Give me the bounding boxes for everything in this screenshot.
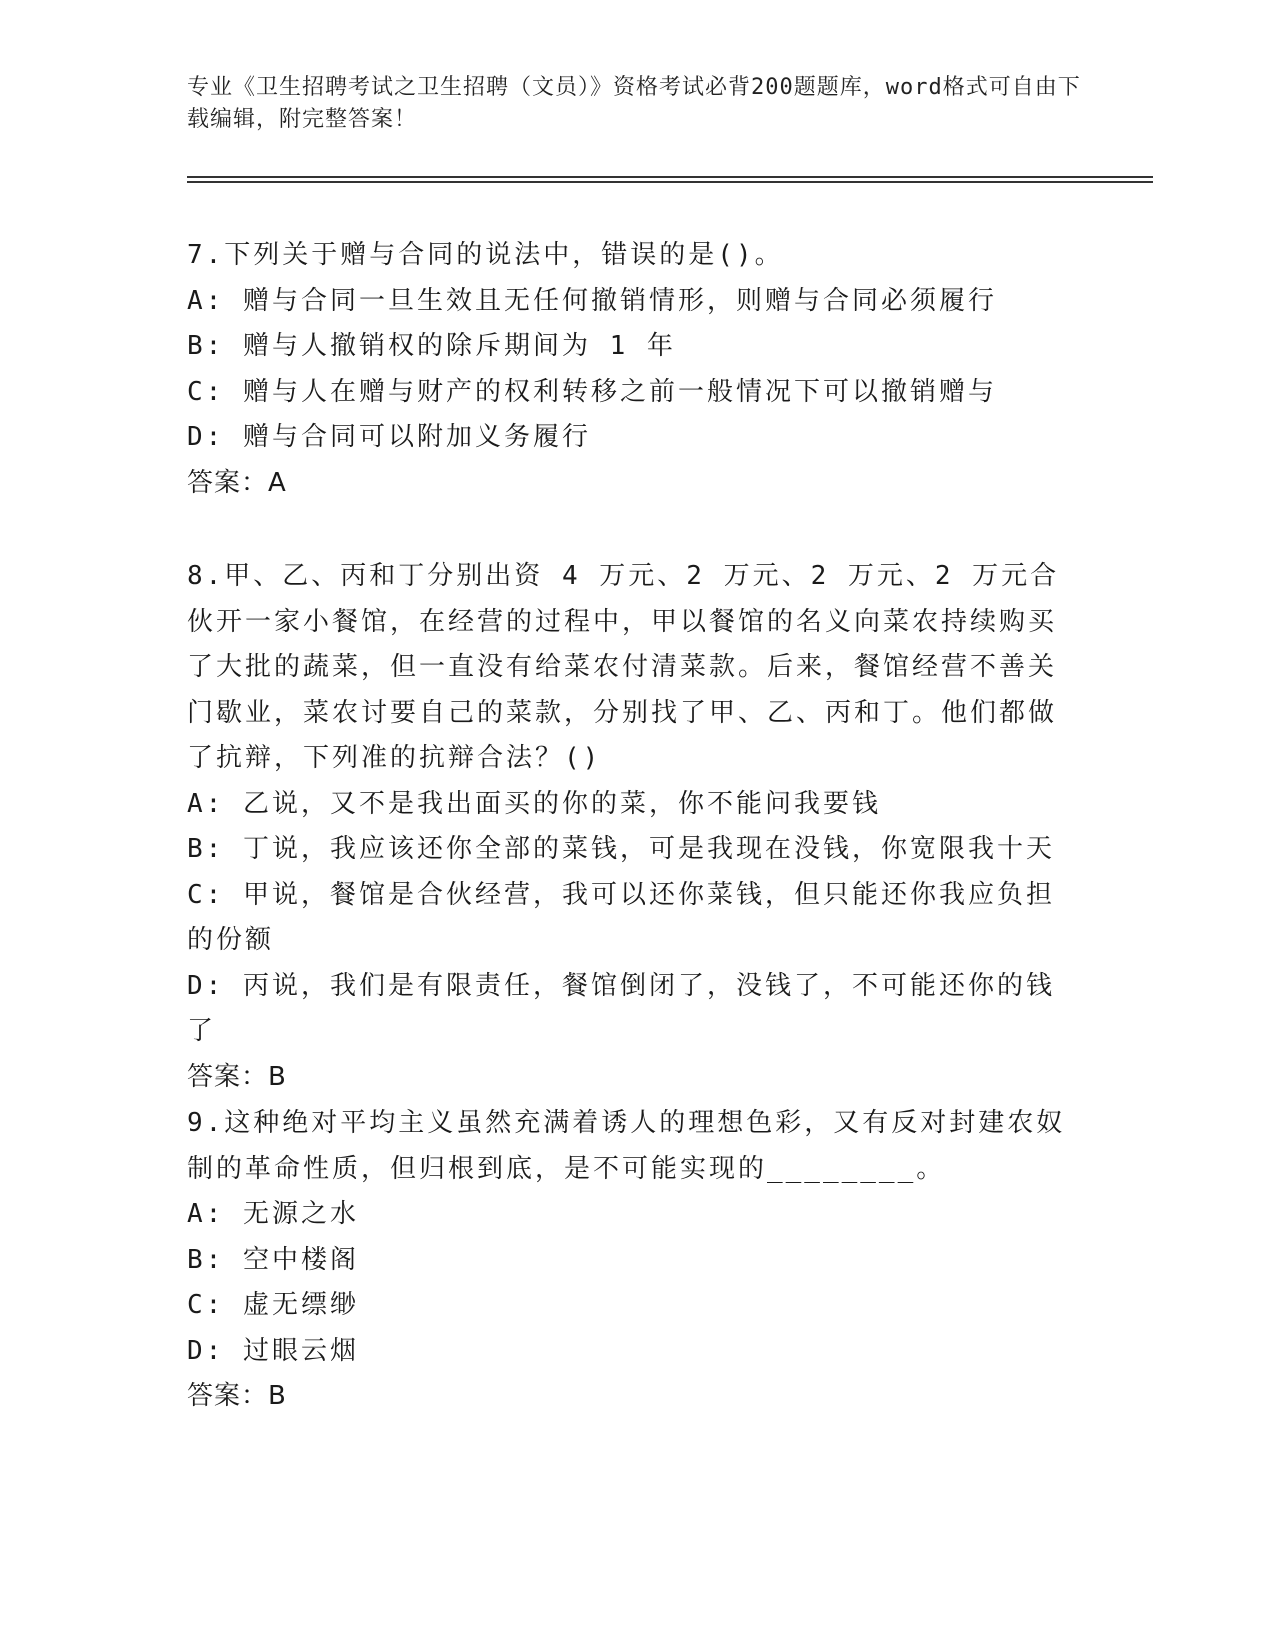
answer-line: 答案：B	[187, 1061, 287, 1092]
question-stem: 7.下列关于赠与合同的说法中，错误的是()。	[187, 240, 784, 270]
option-d: D: 赠与合同可以附加义务履行	[187, 422, 591, 452]
option-c: C: 赠与人在赠与财产的权利转移之前一般情况下可以撤销赠与	[187, 376, 997, 407]
option-a: A: 乙说，又不是我出面买的你的菜，你不能问我要钱	[187, 788, 881, 819]
header-divider-top	[187, 176, 1153, 178]
question-8	[187, 554, 1077, 1100]
option-b: B: 丁说，我应该还你全部的菜钱，可是我现在没钱，你宽限我十天	[187, 834, 1055, 864]
option-a: A: 无源之水	[187, 1199, 359, 1229]
option-b: B: 空中楼阁	[187, 1244, 359, 1275]
option-b: B: 赠与人撤销权的除斥期间为 1 年	[187, 331, 676, 361]
option-c: C: 甲说，餐馆是合伙经营，我可以还你菜钱，但只能还你我应负担的份额	[187, 879, 1055, 955]
question-7	[187, 233, 1077, 506]
question-stem: 8.甲、乙、丙和丁分别出资 4 万元、2 万元、2 万元、2 万元合伙开一家小餐馆，在经营的过程中，甲以餐馆的名义向菜农持续购买了大批的蔬菜，但一直没有给菜农付清菜款。后来，餐馆经营不善关门歇业，菜农讨要自己的菜款，分别找了甲、乙、丙和丁。他们都做了抗辩，下列准的抗辩合法？()	[187, 561, 1060, 773]
document-header: 专业《卫生招聘考试之卫生招聘（文员）》资格考试必背200题题库，word格式可自由下载编辑，附完整答案！	[187, 75, 1081, 132]
answer-line: 答案：A	[187, 467, 287, 498]
question-stem: 9.这种绝对平均主义虽然充满着诱人的理想色彩，又有反对封建农奴制的革命性质，但归根到底，是不可能实现的________。	[187, 1108, 1066, 1184]
header-divider-bottom	[187, 181, 1153, 183]
option-d: D: 丙说，我们是有限责任，餐馆倒闭了，没钱了，不可能还你的钱了	[187, 970, 1055, 1046]
option-c: C: 虚无缥缈	[187, 1290, 359, 1320]
option-a: A: 赠与合同一旦生效且无任何撤销情形，则赠与合同必须履行	[187, 285, 997, 316]
question-9	[187, 1101, 1077, 1420]
answer-line: 答案：B	[187, 1381, 287, 1411]
option-d: D: 过眼云烟	[187, 1335, 359, 1366]
